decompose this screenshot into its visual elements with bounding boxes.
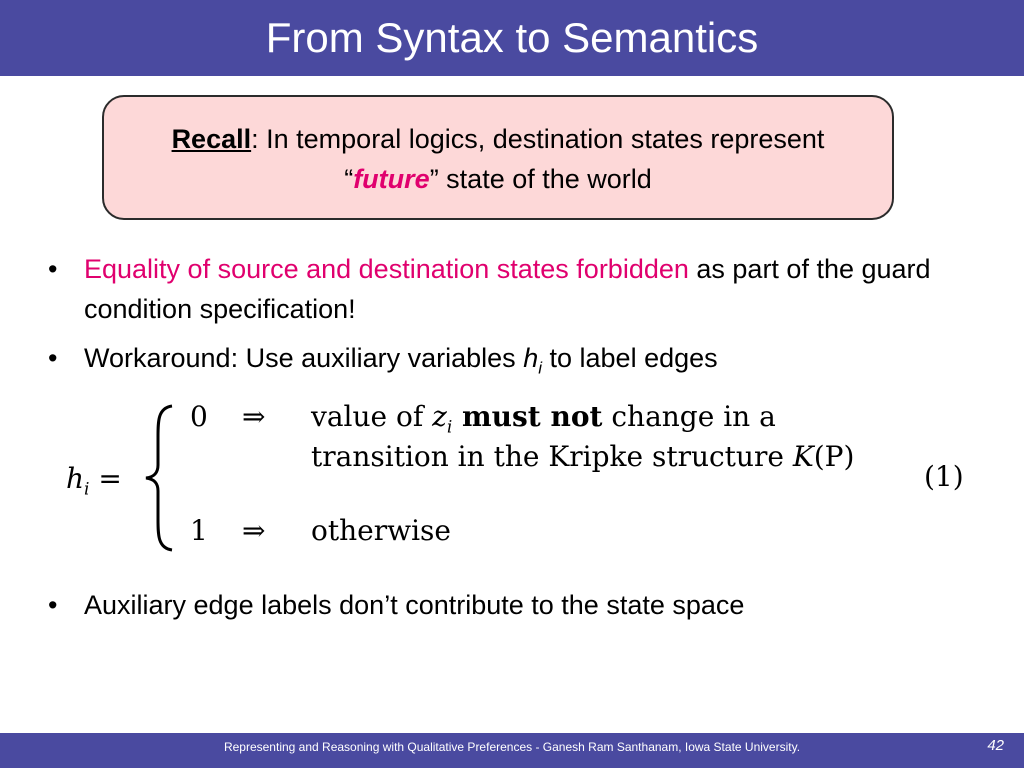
case-0-var: z (432, 400, 447, 433)
equation-lhs-sub: i (84, 479, 90, 500)
bullet-2-text-after: to label edges (542, 343, 718, 373)
slide-title: From Syntax to Semantics (265, 14, 759, 61)
recall-text (104, 119, 892, 199)
bullet-2-var: h (523, 343, 539, 373)
bullet-1-rest: as part of the guard condition specification! (84, 254, 931, 324)
case-0-bold: must not (452, 400, 603, 433)
equation-lhs-var: h (66, 462, 85, 495)
case-0-P: (P) (813, 440, 855, 473)
case-0-K: K (792, 440, 814, 473)
bullet-item-3: Auxiliary edge labels don’t contribute to the state space (84, 590, 745, 620)
case-0-value: 0 (190, 400, 208, 433)
case-0-text2: change in a (602, 400, 776, 433)
bullet-marker-2: • (48, 343, 58, 373)
case-0-text (311, 400, 776, 438)
equation-number: (1) (924, 460, 964, 493)
bullet-item-1 (84, 249, 994, 329)
case-0-sub: i (446, 417, 453, 438)
bullet-2-text-before: Workaround: Use auxiliary variables (84, 343, 524, 373)
recall-callout (102, 95, 894, 220)
footer-text: Representing and Reasoning with Qualitative Preferences - Ganesh Ram Santhanam, Iowa State University. (223, 740, 801, 754)
page-number: 42 (987, 737, 1004, 754)
case-1-arrow: ⇒ (242, 514, 266, 547)
recall-line2-rest: ” state of the world (429, 164, 652, 194)
equation-equals: = (98, 462, 122, 495)
case-0-line2-text: transition in the Kripke structure (311, 440, 793, 473)
recall-line1: : In temporal logics, destination states represent (251, 124, 825, 154)
bullet-item-2 (84, 338, 994, 388)
recall-future: future (353, 164, 430, 194)
case-0-text1: value of (311, 400, 433, 433)
case-0-arrow: ⇒ (242, 400, 266, 433)
bullet-1-highlight: Equality of source and destination states forbidden (84, 254, 689, 284)
recall-open-quote: “ (344, 164, 354, 194)
case-1-value: 1 (190, 514, 208, 547)
equation-lhs (66, 462, 122, 500)
bullet-marker-1: • (48, 254, 58, 284)
case-1-text: otherwise (311, 514, 451, 547)
case-0-line2 (311, 440, 854, 473)
recall-keyword: Recall (171, 124, 252, 154)
bullet-marker-3: • (48, 590, 58, 620)
left-brace-icon (140, 403, 180, 553)
bullet-2-sub: i (538, 358, 542, 378)
